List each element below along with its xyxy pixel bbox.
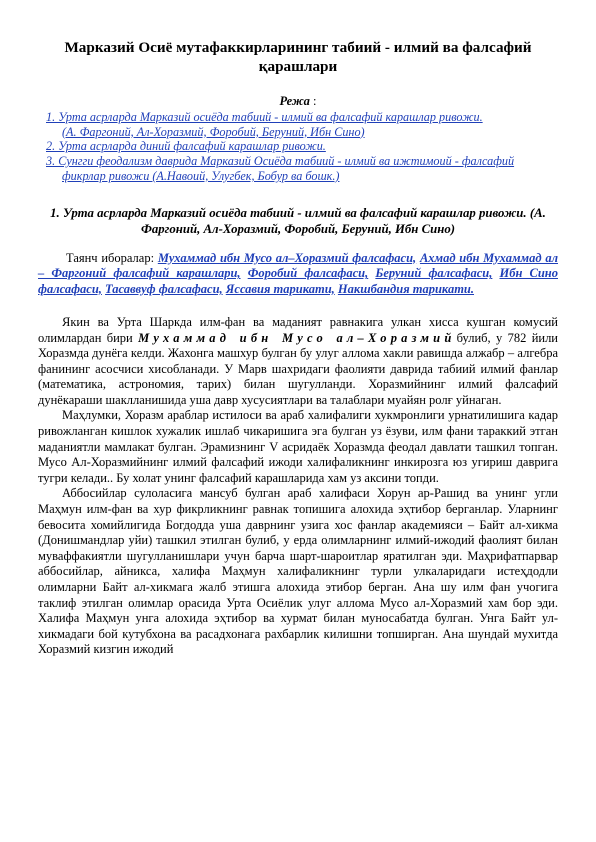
plan-item-3-link[interactable]: 3. Сунгги феодализм даврида Марказий Осиёда табиий - илмий ва ижтимоий - фалсафий xyxy=(46,154,515,169)
page-title: Марказий Осиё мутафаккирларининг табиий - илмий ва фалсафий қарашлари xyxy=(64,39,532,75)
paragraph-2: Маҳлумки, Хоразм араблар истилоси ва араб халифалиги хукмронлиги урнатилишига кадар ривожланган кишлок хужалик ишлаб чикаришига эга булган уз ёзуви, илм фани тараккий этган маданиятли мамлакат булган. Эрамизнинг V асридаёк Хоразмда феодал давлати ташкил топган. Мусо Ал-Хоразмийнинг илмий фалсафий ижоди халифаликнинг инкирозга юз угириш даврига тугри келади.. Бу холат унинг фалсафий карашларида хам уз аксини топди. xyxy=(38,408,558,485)
plan-label: Режа xyxy=(279,94,310,108)
key-term-link-beruni[interactable]: Беруний фалсафаси, xyxy=(375,266,493,281)
key-term-link-khorazmi[interactable]: Мухаммад ибн Мусо ал–Хоразмий фалсафаси, xyxy=(157,250,417,265)
key-term-link-farobi[interactable]: Форобий фалсафаси, xyxy=(247,266,369,281)
paragraph-3: Аббосийлар сулоласига мансуб булган араб халифаси Хорун ар-Рашид ва унинг угли Маҳмун илм-фан ва хур фикрликнинг равнак топишига алохида эҳтибор берганлар. Уларнинг бевосита хомийлигида Богдодда уша даврнинг узига хос фанлар академияси – Байт ал-хикма (Донишмандлар уйи) ташкил этилган булиб, у ерда олимларнинг илмий-ижодий фаолият билан муваффакиятли шугулланишлари учун барча шарт-шароитлар яратилган эди. Маҳрифатпарвар аббосийлар, айникса, халифа Маҳмун халифаликнинг турли улкаларидаги истеҳдодли олимларни Байт ал-хикмага жалб этишга алохида этибор берган. Ана шу илм фан учогига таклиф этилган олимлар орасида Урта Осиёлик улуг аллома Мусо ал-Хоразмий хам бор эди. Халифа Маҳмун унга алохида эҳтибор ва хурмат билан муносабатда булган. Унга Байт ул-хикмадаги бой кутубхона ва расадхонага рахбарлик килишни топширган. Ана шундай мухитда Хоразмий кизгин ижодий xyxy=(38,486,558,657)
key-term-link-tasavvuf[interactable]: Тасаввуф фалсафаси, xyxy=(105,282,223,297)
paragraph-1-intro: Якин ва Урта Шаркда илм-фан ва маданият равнакига улкан хисса кушган комусий олимлардан бири xyxy=(38,314,558,345)
paragraph-1-rest: булиб, у 782 йили Хоразмда дунёга келди. Жахонга машхур булган бу улуг аллома хакли равишда алжабр – алгебра фанининг асосчиси хисобланади. У Марв шахридаги фаолияти даврида табиий илмий фанлар (математика, астрономия, тарих) билан шугулланди. Хоразмийнинг илмий фалсафий дунёкараши шаклланишида уша давр хусусиятлари ва талаблари муайян ролғ уйнаган. xyxy=(38,330,558,407)
body-text xyxy=(38,315,558,658)
key-term-link-yassaviya[interactable]: Яссавия тарикати, xyxy=(225,282,335,297)
key-term-link-fargoni[interactable]: Ахмад ибн Мухаммад ал – Фаргоний фалсафий карашлари, xyxy=(38,250,558,281)
key-term-link-naqshbandiya[interactable]: Накшбандия тарикати. xyxy=(337,282,475,297)
highlighted-name-tail: й xyxy=(444,330,452,345)
plan-item-1-names-link[interactable]: (А. Фаргоний, Ал-Хоразмий, Форобий, Беруний, Ибн Сино) xyxy=(62,124,365,139)
key-terms xyxy=(38,251,558,298)
section-heading: 1. Урта асрларда Марказий осиёда табиий - илмий ва фалсафий карашлар ривожи. (А. Фаргоний, Ал-Хоразмий, Форобий, Беруний, Ибн Сино) xyxy=(50,205,546,236)
plan-list xyxy=(38,110,558,184)
key-term-link-ibn-sino[interactable]: Ибн Сино фалсафаси, xyxy=(38,266,558,297)
plan-item-1-link[interactable]: 1. Урта асрларда Марказий осиёда табиий - илмий ва фалсафий карашлар ривожи. xyxy=(46,110,483,124)
paragraph-1 xyxy=(38,315,558,409)
key-terms-label: Таянч иборалар: xyxy=(66,250,158,265)
plan-item-2-link[interactable]: 2. Урта асрларда диний фалсафий карашлар ривожи. xyxy=(46,139,326,154)
plan-item-3-continuation-link[interactable]: фикрлар ривожи (А.Навоий, Улугбек, Бобур ва бошк.) xyxy=(62,168,340,183)
highlighted-name: Мухаммад ибн Мусо ал–Хоразми xyxy=(138,330,445,345)
plan-heading xyxy=(38,94,558,109)
plan-colon: : xyxy=(309,94,317,108)
document-page xyxy=(38,38,558,658)
